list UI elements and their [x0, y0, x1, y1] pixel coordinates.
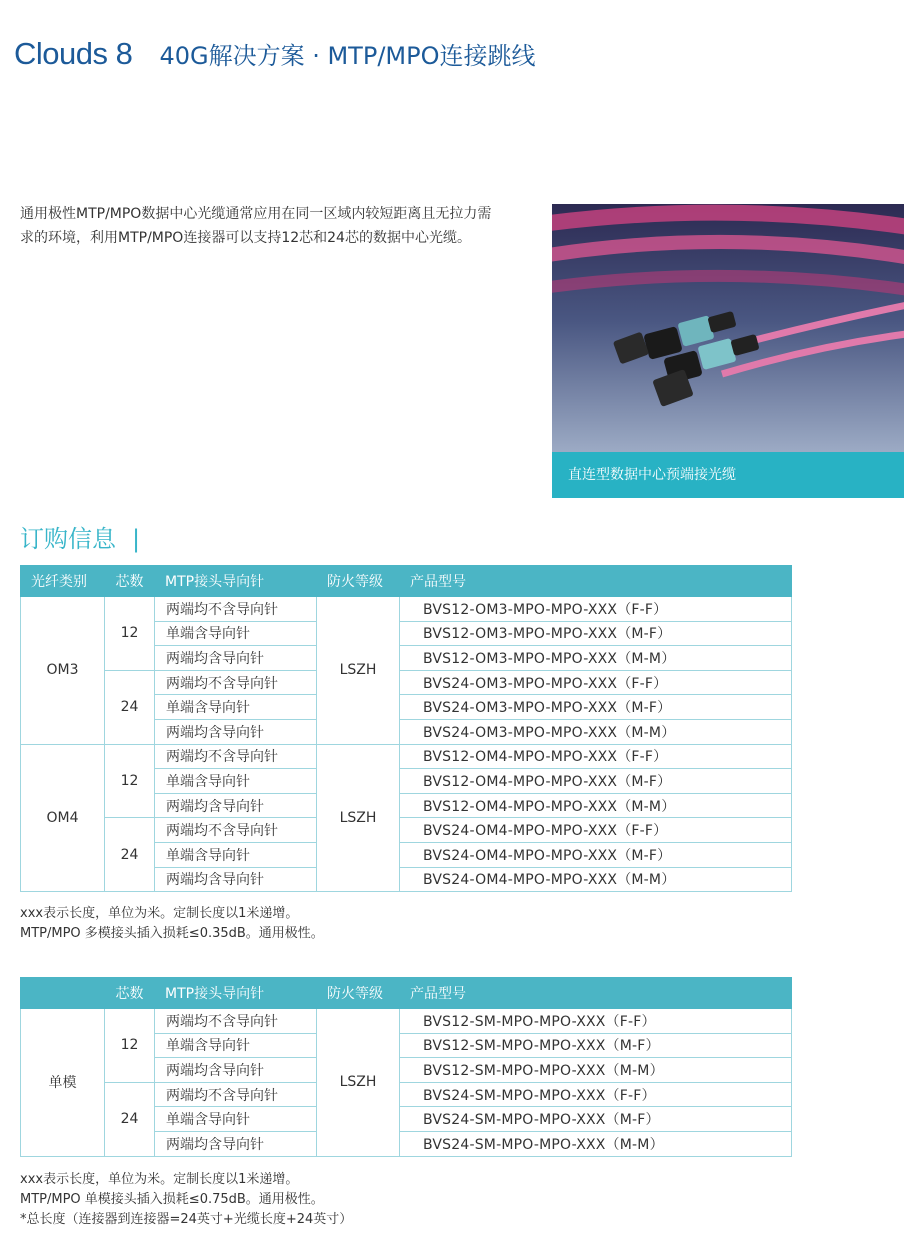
core-count-cell: 24: [105, 1082, 155, 1156]
product-model-cell: BVS12-OM4-MPO-MPO-XXX（M-M）: [400, 793, 792, 818]
page-header: [14, 36, 535, 72]
product-model-cell: BVS24-SM-MPO-MPO-XXX（F-F）: [400, 1082, 792, 1107]
note-line: xxx表示长度，单位为米。定制长度以1米递增。: [20, 906, 299, 921]
col-header-pin: MTP接头导向针: [155, 978, 317, 1009]
guide-pin-cell: 单端含导向针: [155, 695, 317, 720]
section-title: [20, 519, 140, 554]
col-header-model: 产品型号: [400, 978, 792, 1009]
table-header-row: [21, 978, 792, 1009]
col-header-model: 产品型号: [400, 566, 792, 597]
product-photo: [552, 204, 904, 498]
product-model-cell: BVS24-OM3-MPO-MPO-XXX（M-F）: [400, 695, 792, 720]
guide-pin-cell: 两端均不含导向针: [155, 1009, 317, 1034]
fiber-type-cell: OM3: [21, 597, 105, 745]
guide-pin-cell: 两端均含导向针: [155, 1058, 317, 1083]
ordering-table-multimode: [20, 565, 792, 892]
col-header-cores: 芯数: [105, 566, 155, 597]
guide-pin-cell: 两端均不含导向针: [155, 597, 317, 622]
product-model-cell: BVS12-OM4-MPO-MPO-XXX（F-F）: [400, 744, 792, 769]
col-header-fiber: 光纤类别: [21, 566, 105, 597]
core-count-cell: 24: [105, 670, 155, 744]
guide-pin-cell: 单端含导向针: [155, 842, 317, 867]
table-header-row: [21, 566, 792, 597]
fiber-type-cell: OM4: [21, 744, 105, 892]
table-row: [21, 818, 792, 843]
note-line: MTP/MPO 单模接头插入损耗≤0.75dB。通用极性。: [20, 1192, 324, 1207]
guide-pin-cell: 单端含导向针: [155, 1107, 317, 1132]
fire-rating-cell: LSZH: [317, 597, 400, 745]
guide-pin-cell: 两端均含导向针: [155, 719, 317, 744]
page-title: 40G解决方案 · MTP/MPO连接跳线: [159, 42, 536, 70]
table2-notes: [20, 1170, 352, 1230]
fire-rating-cell: LSZH: [317, 744, 400, 892]
col-header-cores: 芯数: [105, 978, 155, 1009]
section-title-separator: |: [132, 525, 141, 553]
table-row: [21, 1082, 792, 1107]
core-count-cell: 12: [105, 1009, 155, 1083]
core-count-cell: 24: [105, 818, 155, 892]
guide-pin-cell: 两端均不含导向针: [155, 818, 317, 843]
table-row: [21, 597, 792, 622]
product-model-cell: BVS24-OM4-MPO-MPO-XXX（F-F）: [400, 818, 792, 843]
product-model-cell: BVS24-SM-MPO-MPO-XXX（M-M）: [400, 1131, 792, 1156]
note-line: MTP/MPO 多模接头插入损耗≤0.35dB。通用极性。: [20, 926, 324, 941]
col-header-fire: 防火等级: [317, 566, 400, 597]
table-row: [21, 744, 792, 769]
core-count-cell: 12: [105, 744, 155, 818]
col-header-fire: 防火等级: [317, 978, 400, 1009]
note-line: xxx表示长度，单位为米。定制长度以1米递增。: [20, 1172, 299, 1187]
product-model-cell: BVS12-OM3-MPO-MPO-XXX（M-F）: [400, 621, 792, 646]
photo-caption: 直连型数据中心预端接光缆: [552, 452, 904, 498]
col-header-pin: MTP接头导向针: [155, 566, 317, 597]
product-model-cell: BVS12-SM-MPO-MPO-XXX（F-F）: [400, 1009, 792, 1034]
guide-pin-cell: 两端均不含导向针: [155, 670, 317, 695]
guide-pin-cell: 两端均含导向针: [155, 646, 317, 671]
note-line: *总长度（连接器到连接器=24英寸+光缆长度+24英寸）: [20, 1212, 353, 1227]
guide-pin-cell: 两端均不含导向针: [155, 1082, 317, 1107]
fiber-type-cell: 单模: [21, 1009, 105, 1157]
table-row: [21, 1009, 792, 1034]
product-model-cell: BVS12-SM-MPO-MPO-XXX（M-M）: [400, 1058, 792, 1083]
product-model-cell: BVS24-OM4-MPO-MPO-XXX（M-F）: [400, 842, 792, 867]
guide-pin-cell: 单端含导向针: [155, 621, 317, 646]
intro-paragraph: 通用极性MTP/MPO数据中心光缆通常应用在同一区域内较短距离且无拉力需求的环境，利用MTP/MPO连接器可以支持12芯和24芯的数据中心光缆。: [20, 206, 492, 246]
table1-notes: [20, 904, 324, 944]
guide-pin-cell: 单端含导向针: [155, 769, 317, 794]
guide-pin-cell: 两端均含导向针: [155, 1131, 317, 1156]
guide-pin-cell: 两端均含导向针: [155, 793, 317, 818]
product-model-cell: BVS12-OM4-MPO-MPO-XXX（M-F）: [400, 769, 792, 794]
section-title-text: 订购信息: [20, 525, 116, 553]
product-model-cell: BVS24-OM4-MPO-MPO-XXX（M-M）: [400, 867, 792, 892]
fire-rating-cell: LSZH: [317, 1009, 400, 1157]
guide-pin-cell: 两端均含导向针: [155, 867, 317, 892]
brand-logo: Clouds 8: [14, 36, 133, 71]
product-model-cell: BVS12-OM3-MPO-MPO-XXX（M-M）: [400, 646, 792, 671]
product-model-cell: BVS12-OM3-MPO-MPO-XXX（F-F）: [400, 597, 792, 622]
ordering-table-singlemode: [20, 977, 792, 1157]
product-model-cell: BVS24-SM-MPO-MPO-XXX（M-F）: [400, 1107, 792, 1132]
product-model-cell: BVS24-OM3-MPO-MPO-XXX（M-M）: [400, 719, 792, 744]
product-model-cell: BVS12-SM-MPO-MPO-XXX（M-F）: [400, 1033, 792, 1058]
product-model-cell: BVS24-OM3-MPO-MPO-XXX（F-F）: [400, 670, 792, 695]
col-header-fiber: [21, 978, 105, 1009]
guide-pin-cell: 两端均不含导向针: [155, 744, 317, 769]
guide-pin-cell: 单端含导向针: [155, 1033, 317, 1058]
core-count-cell: 12: [105, 597, 155, 671]
table-row: [21, 670, 792, 695]
